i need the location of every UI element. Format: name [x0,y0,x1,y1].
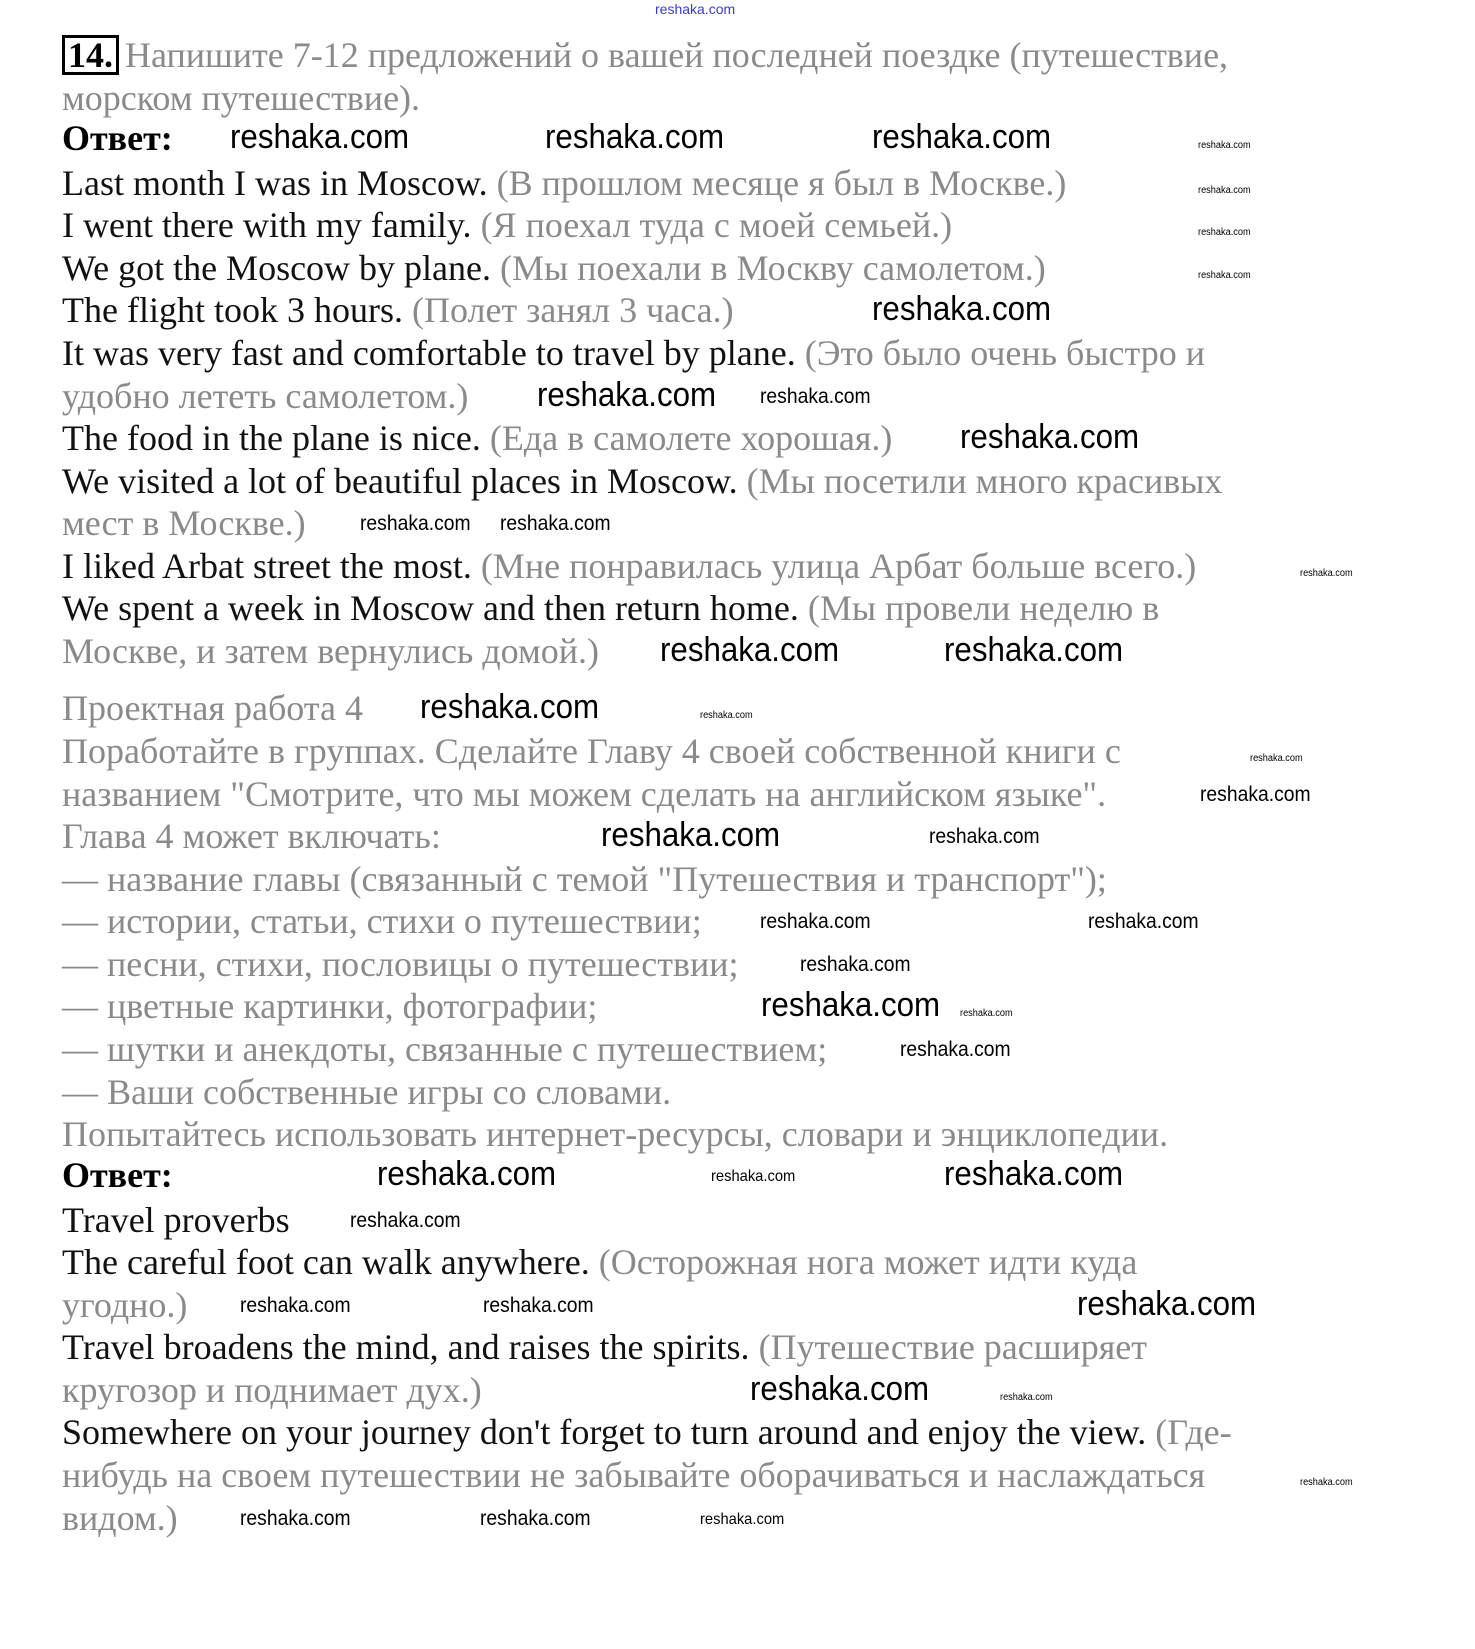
task-number: 14. [62,35,119,75]
translation-text: (В прошлом месяце я был в Москве.) [496,163,1067,203]
translation-text: кругозор и поднимает дух.) [62,1370,482,1410]
text-line [62,818,441,854]
answer-text: We spent a week in Moscow and then return home. [62,588,808,628]
text-line [62,1116,1168,1152]
watermark: reshaka.com [1200,783,1311,806]
watermark: reshaka.com [872,118,1052,156]
watermark: reshaka.com [960,1008,1013,1019]
watermark: reshaka.com [700,1511,785,1528]
translation-text: — название главы (связанный с темой "Путешествия и транспорт"); [62,859,1107,899]
watermark: reshaka.com [483,1294,594,1317]
text-line [62,505,306,541]
translation-text: Москве, и затем вернулись домой.) [62,631,600,671]
text-line [62,690,363,726]
translation-text: — Ваши собственные игры со словами. [62,1072,672,1112]
watermark: reshaka.com [1300,568,1353,579]
answer-label: Ответ: [62,1155,173,1195]
text-line [62,1287,187,1323]
watermark: reshaka.com [480,1507,591,1530]
text-line [62,378,468,414]
text-line [62,420,892,456]
watermark: reshaka.com [1300,1477,1353,1488]
translation-text: (Я поехал туда с моей семьей.) [480,205,953,245]
answer-text: I went there with my family. [62,205,481,245]
translation-text: нибудь на своем путешествии не забывайте оборачиваться и наслаждаться [62,1455,1206,1495]
answer-label: Ответ: [62,118,173,158]
translation-text: мест в Москве.) [62,503,306,543]
text-line [62,1244,1137,1280]
translation-text: (Полет занял 3 часа.) [411,290,734,330]
watermark: reshaka.com [545,118,725,156]
translation-text: видом.) [62,1498,178,1538]
translation-text: Попытайтесь использовать интернет-ресурсы, словари и энциклопедии. [62,1114,1169,1154]
text-line [62,861,1107,897]
watermark: reshaka.com [350,1209,461,1232]
text-line [62,120,173,156]
text-line [62,80,420,116]
watermark: reshaka.com [800,953,911,976]
watermark: reshaka.com [1077,1285,1257,1323]
watermark: reshaka.com [500,512,611,535]
translation-text: (Еда в самолете хорошая.) [489,418,893,458]
watermark: reshaka.com [230,118,410,156]
watermark: reshaka.com [240,1507,351,1530]
text-line [62,463,1222,499]
watermark: reshaka.com [1198,140,1251,151]
text-line [62,335,1205,371]
translation-text: (Осторожная нога может идти куда [598,1242,1138,1282]
watermark: reshaka.com [700,710,753,721]
text-line [62,1457,1205,1493]
watermark: reshaka.com [240,1294,351,1317]
header-watermark: reshaka.com [655,1,736,17]
watermark: reshaka.com [900,1038,1011,1061]
text-line [62,733,1121,769]
watermark: reshaka.com [1198,227,1251,238]
translation-text: угодно.) [62,1285,188,1325]
watermark: reshaka.com [1250,753,1303,764]
answer-text: It was very fast and comfortable to travel by plane. [62,333,805,373]
watermark: reshaka.com [537,376,717,414]
watermark: reshaka.com [1088,910,1199,933]
watermark: reshaka.com [872,290,1052,328]
text-line [62,1202,290,1238]
answer-text: Travel broadens the mind, and raises the spirits. [62,1327,759,1367]
watermark: reshaka.com [960,418,1140,456]
translation-text: (Мне понравилась улица Арбат больше всего.) [480,546,1197,586]
translation-text: Напишите 7-12 предложений о вашей последней поездке (путешествие, [125,35,1229,75]
translation-text: — цветные картинки, фотографии; [62,986,598,1026]
watermark: reshaka.com [420,688,600,726]
watermark: reshaka.com [377,1155,557,1193]
text-line [62,1372,482,1408]
translation-text: (Мы поехали в Москву самолетом.) [500,248,1046,288]
watermark: reshaka.com [1198,270,1251,281]
text-line [62,776,1106,812]
text-line [62,165,1066,201]
answer-text: We got the Moscow by plane. [62,248,501,288]
watermark: reshaka.com [761,986,941,1024]
translation-text: названием "Смотрите, что мы можем сделать на английском языке". [62,774,1107,814]
translation-text: (Мы провели неделю в [807,588,1160,628]
text-line [62,1157,173,1193]
answer-text: The flight took 3 hours. [62,290,412,330]
answer-text: The careful foot can walk anywhere. [62,1242,599,1282]
text-line [62,988,597,1024]
text-line [62,207,952,243]
translation-text: морском путешествие). [62,78,421,118]
translation-text: (Это было очень быстро и [804,333,1205,373]
watermark: reshaka.com [360,512,471,535]
text-line [62,250,1046,286]
watermark: reshaka.com [944,1155,1124,1193]
translation-text: (Мы посетили много красивых [746,461,1223,501]
watermark: reshaka.com [760,385,871,408]
translation-text: Поработайте в группах. Сделайте Главу 4 своей собственной книги с [62,731,1121,771]
answer-text: Last month I was in Moscow. [62,163,497,203]
watermark: reshaka.com [601,816,781,854]
translation-text: (Где- [1155,1412,1232,1452]
text-line [62,1329,1147,1365]
text-line [62,903,702,939]
translation-text: Глава 4 может включать: [62,816,441,856]
text-line [62,1414,1232,1450]
text-line [62,1074,671,1110]
translation-text: (Путешествие расширяет [758,1327,1148,1367]
answer-text: I liked Arbat street the most. [62,546,481,586]
answer-text: Somewhere on your journey don't forget to turn around and enjoy the view. [62,1412,1156,1452]
text-line [62,633,599,669]
answer-text: We visited a lot of beautiful places in Moscow. [62,461,747,501]
text-line [62,292,734,328]
answer-text: Travel proverbs [62,1200,290,1240]
watermark: reshaka.com [711,1168,796,1185]
watermark: reshaka.com [660,631,840,669]
watermark: reshaka.com [944,631,1124,669]
translation-text: — шутки и анекдоты, связанные с путешествием; [62,1029,828,1069]
translation-text: Проектная работа 4 [62,688,363,728]
text-line [62,35,1228,75]
watermark: reshaka.com [1000,1392,1053,1403]
text-line [62,548,1196,584]
text-line [62,590,1159,626]
watermark: reshaka.com [929,825,1040,848]
text-line [62,1031,827,1067]
translation-text: удобно лететь самолетом.) [62,376,469,416]
watermark: reshaka.com [750,1370,930,1408]
text-line [62,1500,178,1536]
translation-text: — истории, статьи, стихи о путешествии; [62,901,702,941]
answer-text: The food in the plane is nice. [62,418,490,458]
translation-text: — песни, стихи, пословицы о путешествии; [62,944,739,984]
watermark: reshaka.com [760,910,871,933]
watermark: reshaka.com [1198,185,1251,196]
text-line [62,946,739,982]
